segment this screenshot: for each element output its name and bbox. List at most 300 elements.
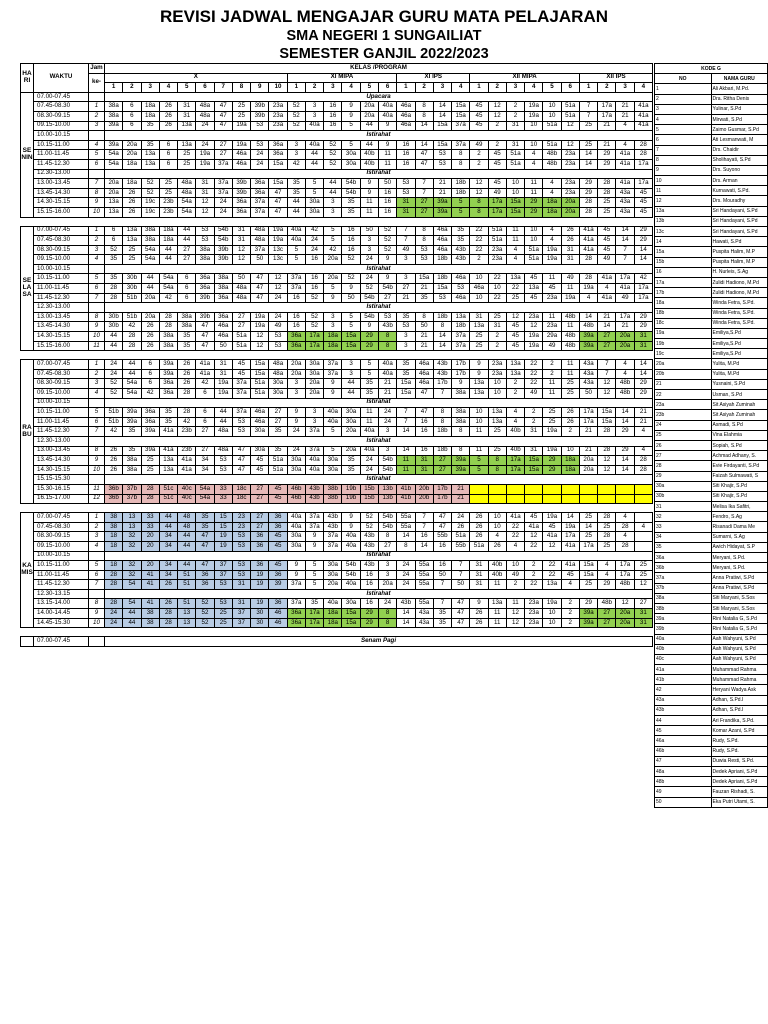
teacher-code: 40b bbox=[655, 644, 712, 654]
teacher-code-cell: 25 bbox=[598, 207, 616, 217]
teacher-code-cell: 35 bbox=[397, 360, 415, 370]
teacher-code-cell: 10 bbox=[561, 446, 579, 456]
period-cell: 10 bbox=[89, 465, 105, 475]
teacher-code-cell: 40a bbox=[287, 236, 305, 246]
teacher-code-cell: 30 bbox=[251, 618, 269, 628]
teacher-code-cell: 54b bbox=[378, 456, 396, 466]
teacher-row bbox=[655, 695, 768, 705]
teacher-code-cell: 22 bbox=[525, 360, 543, 370]
teacher-row bbox=[655, 369, 768, 379]
teacher-code-cell: 14 bbox=[634, 360, 652, 370]
time-cell: 08.30-09.15 bbox=[34, 532, 89, 542]
teacher-code-cell: 52 bbox=[360, 284, 378, 294]
day-label: RABU bbox=[21, 360, 34, 504]
teacher-name: Zulidi Hadiono, M.Pd bbox=[711, 277, 768, 287]
teacher-code-cell bbox=[543, 484, 561, 494]
teacher-code-cell: 28 bbox=[123, 341, 141, 351]
teacher-code-cell: 5 bbox=[324, 427, 342, 437]
teacher-code-cell: 28 bbox=[598, 513, 616, 523]
teacher-code-cell: 2 bbox=[561, 618, 579, 628]
teacher-code-cell: 9 bbox=[324, 379, 342, 389]
teacher-code-cell: 24 bbox=[287, 446, 305, 456]
time-cell: 07.45-08.30 bbox=[34, 102, 89, 112]
time-cell: 10.15-11.00 bbox=[34, 140, 89, 150]
teacher-code-cell: 12 bbox=[598, 465, 616, 475]
teacher-code-cell: 41a bbox=[178, 456, 196, 466]
teacher-code-cell: 26 bbox=[105, 456, 123, 466]
period-cell: 8 bbox=[89, 446, 105, 456]
teacher-code-cell: 30b bbox=[105, 322, 123, 332]
teacher-code: 39b bbox=[655, 624, 712, 634]
teacher-code-cell: 41a bbox=[579, 236, 597, 246]
teacher-code-cell: 31 bbox=[214, 369, 232, 379]
teacher-code-cell: 22 bbox=[488, 293, 506, 303]
teacher-code-cell: 18 bbox=[105, 541, 123, 551]
teacher-row bbox=[655, 84, 768, 94]
period-cell bbox=[89, 131, 105, 141]
teacher-name: Winda Fetra, S.Pd. bbox=[711, 318, 768, 328]
class-number-header: 5 bbox=[543, 83, 561, 93]
teacher-code-cell: 48a bbox=[232, 284, 250, 294]
teacher-code-cell: 40b bbox=[506, 427, 524, 437]
class-number-header: 6 bbox=[196, 83, 214, 93]
teacher-code-cell: 52 bbox=[378, 226, 396, 236]
teacher-code-cell: 41a bbox=[159, 427, 177, 437]
teacher-code-cell: 35 bbox=[178, 341, 196, 351]
teacher-code-cell: 25 bbox=[506, 293, 524, 303]
teacher-code-cell: 31 bbox=[506, 121, 524, 131]
teacher-code-cell: 17a bbox=[579, 408, 597, 418]
teacher-code: 17a bbox=[655, 277, 712, 287]
teacher-code-cell: 41 bbox=[141, 570, 159, 580]
break-row bbox=[21, 92, 653, 102]
teacher-code-cell: 53 bbox=[269, 332, 287, 342]
lesson-row bbox=[21, 522, 653, 532]
time-cell: 07.45-08.30 bbox=[34, 369, 89, 379]
teacher-code-cell: 23a bbox=[269, 121, 287, 131]
teacher-code-cell: 51a bbox=[470, 541, 488, 551]
time-cell: 11.00-11.45 bbox=[34, 570, 89, 580]
teacher-code-cell: 41a bbox=[616, 179, 634, 189]
teacher-code: 23b bbox=[655, 410, 712, 420]
teacher-code-cell: 31 bbox=[634, 341, 652, 351]
teacher-code-cell: 11 bbox=[543, 274, 561, 284]
teacher-code-cell: 15a bbox=[598, 417, 616, 427]
teacher-code-cell: 20a bbox=[579, 456, 597, 466]
teacher-code-cell: 4 bbox=[598, 570, 616, 580]
teacher-row bbox=[655, 777, 768, 787]
teacher-code-cell: 27 bbox=[269, 417, 287, 427]
teacher-code-cell: 50 bbox=[452, 580, 470, 590]
period-cell: 4 bbox=[89, 541, 105, 551]
teacher-code-cell: 2 bbox=[470, 159, 488, 169]
teacher-code-cell: 7 bbox=[397, 236, 415, 246]
teacher-code-cell: 3 bbox=[342, 360, 360, 370]
teacher-code-cell: 51a bbox=[561, 102, 579, 112]
class-number-header: 2 bbox=[598, 83, 616, 93]
teacher-code-cell: 11 bbox=[543, 379, 561, 389]
teacher-code-cell: 14 bbox=[634, 245, 652, 255]
period-cell: 7 bbox=[89, 427, 105, 437]
teacher-code-cell: 19 bbox=[251, 580, 269, 590]
teacher-row bbox=[655, 593, 768, 603]
teacher-code-cell: 41a bbox=[159, 446, 177, 456]
teacher-code-cell bbox=[598, 484, 616, 494]
teacher-code-cell: 12 bbox=[488, 111, 506, 121]
teacher-code-cell: 44 bbox=[105, 332, 123, 342]
lesson-row bbox=[21, 198, 653, 208]
teacher-code-cell: 11 bbox=[506, 236, 524, 246]
teacher-code-cell: 35 bbox=[196, 522, 214, 532]
teacher-code-cell: 41a bbox=[196, 369, 214, 379]
teacher-code-cell: 37 bbox=[214, 561, 232, 571]
teacher-code-cell: 41b bbox=[397, 494, 415, 504]
teacher-code-cell: 8 bbox=[488, 465, 506, 475]
teacher-code-cell: 54a bbox=[141, 255, 159, 265]
teacher-code-cell bbox=[470, 494, 488, 504]
teacher-code-cell: 42 bbox=[324, 245, 342, 255]
teacher-code: 16 bbox=[655, 267, 712, 277]
teacher-code-cell: 53 bbox=[251, 121, 269, 131]
teacher-row bbox=[655, 430, 768, 440]
teacher-code-cell: 47 bbox=[452, 618, 470, 628]
teacher-code-cell: 55a bbox=[415, 570, 433, 580]
break-label: Senam Pagi bbox=[105, 637, 653, 647]
teacher-code-cell: 3 bbox=[378, 570, 396, 580]
teacher-code-cell: 41a bbox=[579, 245, 597, 255]
day-separator bbox=[21, 628, 653, 637]
teacher-code-cell: 2 bbox=[470, 150, 488, 160]
teacher-code: 29 bbox=[655, 471, 712, 481]
period-cell: 10 bbox=[89, 332, 105, 342]
teacher-code-cell: 8 bbox=[378, 341, 396, 351]
teacher-row bbox=[655, 705, 768, 715]
teacher-code-cell: 29 bbox=[634, 236, 652, 246]
teacher-code-cell: 44 bbox=[123, 609, 141, 619]
teacher-code-cell: 28 bbox=[598, 179, 616, 189]
teacher-code-cell: 11 bbox=[378, 159, 396, 169]
teacher-code-cell: 45 bbox=[488, 150, 506, 160]
teacher-code-cell: 6 bbox=[178, 274, 196, 284]
teacher-code-cell: 19 bbox=[214, 532, 232, 542]
teacher-code-cell: 5 bbox=[342, 322, 360, 332]
time-cell: 09.15-10.00 bbox=[34, 255, 89, 265]
teacher-code-cell: 4 bbox=[616, 369, 634, 379]
teacher-code-cell: 31 bbox=[634, 332, 652, 342]
period-cell: 5 bbox=[89, 274, 105, 284]
teacher-name: Melisa Ika Safitri, bbox=[711, 502, 768, 512]
teacher-code-cell: 10 bbox=[525, 226, 543, 236]
teacher-code-cell: 26 bbox=[470, 609, 488, 619]
teacher-code-cell: 20a bbox=[141, 293, 159, 303]
teacher-code-cell: 25 bbox=[159, 188, 177, 198]
lesson-row bbox=[21, 513, 653, 523]
teacher-code-cell: 44 bbox=[324, 188, 342, 198]
teacher-code-cell: 37b bbox=[123, 484, 141, 494]
teacher-code-cell: 43b bbox=[324, 513, 342, 523]
teacher-code-cell: 54b bbox=[378, 513, 396, 523]
teacher-code-cell: 16 bbox=[415, 417, 433, 427]
teacher-code-cell: 51a bbox=[269, 456, 287, 466]
teacher-code-cell: 43b bbox=[360, 532, 378, 542]
teacher-code-cell: 44 bbox=[178, 541, 196, 551]
teacher-code-cell: 35 bbox=[196, 513, 214, 523]
teacher-code-cell: 19a bbox=[269, 236, 287, 246]
teacher-name: Aah Wahyuni, S.Pd bbox=[711, 644, 768, 654]
teacher-code-cell: 22 bbox=[543, 570, 561, 580]
teacher-name: Yulita, M.Pd bbox=[711, 359, 768, 369]
teacher-code-cell: 49 bbox=[506, 570, 524, 580]
teacher-code-cell: 3 bbox=[287, 379, 305, 389]
teacher-code-cell: 26 bbox=[561, 417, 579, 427]
teacher-code-cell: 11 bbox=[525, 188, 543, 198]
teacher-code-cell: 36a bbox=[159, 379, 177, 389]
teacher-code-cell: 47 bbox=[269, 207, 287, 217]
teacher-code-cell: 25 bbox=[470, 332, 488, 342]
teacher-code-cell: 50 bbox=[433, 570, 451, 580]
day-separator bbox=[21, 351, 653, 360]
teacher-code: 23a bbox=[655, 400, 712, 410]
teacher-code-cell: 24 bbox=[360, 255, 378, 265]
teacher-code-cell: 54b bbox=[378, 284, 396, 294]
teacher-code-cell: 22 bbox=[525, 369, 543, 379]
teacher-code-cell: 55b bbox=[433, 532, 451, 542]
teacher-code-cell: 3 bbox=[360, 236, 378, 246]
teacher-row bbox=[655, 583, 768, 593]
class-number-header: 4 bbox=[634, 83, 652, 93]
teacher-code-cell: 51a bbox=[543, 140, 561, 150]
teacher-code: 15a bbox=[655, 247, 712, 257]
teacher-row bbox=[655, 339, 768, 349]
teacher-name: Meryani, S.Pd. bbox=[711, 553, 768, 563]
teacher-code-cell: 24 bbox=[397, 580, 415, 590]
teacher-code-cell: 20a bbox=[342, 446, 360, 456]
teacher-code-cell: 37a bbox=[287, 580, 305, 590]
teacher-code-cell: 13a bbox=[470, 322, 488, 332]
teacher-code-cell: 19a bbox=[251, 312, 269, 322]
teacher-code-cell: 45 bbox=[598, 245, 616, 255]
teacher-code-cell: 41a bbox=[616, 284, 634, 294]
teacher-code-cell: 47 bbox=[433, 522, 451, 532]
teacher-code-cell: 25 bbox=[598, 541, 616, 551]
teacher-code-cell: 26 bbox=[159, 580, 177, 590]
teacher-code-cell: 21 bbox=[452, 484, 470, 494]
teacher-row bbox=[655, 603, 768, 613]
teacher-code-cell: 11 bbox=[470, 446, 488, 456]
teacher-row bbox=[655, 746, 768, 756]
lesson-row bbox=[21, 226, 653, 236]
teacher-code-cell: 13a bbox=[105, 198, 123, 208]
teacher-code-cell: 5 bbox=[305, 188, 323, 198]
teacher-code-cell bbox=[470, 484, 488, 494]
teacher-code-cell: 37a bbox=[214, 159, 232, 169]
teacher-code-cell: 15a bbox=[397, 389, 415, 399]
teacher-code-cell: 48a bbox=[269, 360, 287, 370]
teacher-code-cell: 44 bbox=[324, 179, 342, 189]
break-label: Istirahat bbox=[105, 475, 653, 485]
teacher-code-cell: 35 bbox=[105, 255, 123, 265]
teacher-code-cell: 31 bbox=[634, 618, 652, 628]
teacher-code-cell: 19a bbox=[525, 332, 543, 342]
teacher-code-cell: 12 bbox=[196, 198, 214, 208]
teacher-code-cell: 3 bbox=[324, 312, 342, 322]
teacher-name: Dedek Apriani, S.Pd bbox=[711, 766, 768, 776]
teacher-row bbox=[655, 135, 768, 145]
teacher-code-cell: 36a bbox=[287, 341, 305, 351]
teacher-code-cell: 2 bbox=[561, 427, 579, 437]
teacher-code-cell: 12 bbox=[232, 255, 250, 265]
teacher-code-cell: 49 bbox=[561, 274, 579, 284]
teacher-name: Zulidi Hadiono, M.Pd bbox=[711, 288, 768, 298]
teacher-code-cell: 19a bbox=[543, 255, 561, 265]
teacher-code-cell: 12 bbox=[251, 332, 269, 342]
teacher-row bbox=[655, 461, 768, 471]
teacher-code-cell: 40a bbox=[305, 456, 323, 466]
teacher-code-cell: 16 bbox=[287, 312, 305, 322]
teacher-code-cell: 31 bbox=[525, 446, 543, 456]
teacher-code-cell: 47 bbox=[452, 609, 470, 619]
teacher-code-cell: 44 bbox=[360, 121, 378, 131]
teacher-code-cell: 46a bbox=[214, 322, 232, 332]
schedule-header-row-2 bbox=[21, 73, 653, 83]
teacher-code-cell: 31 bbox=[232, 599, 250, 609]
teacher-code-cell: 2 bbox=[506, 389, 524, 399]
teacher-code-cell: 23a bbox=[488, 360, 506, 370]
teacher-code-cell: 18 bbox=[105, 532, 123, 542]
teacher-code-cell: 39a bbox=[452, 465, 470, 475]
teacher-code-cell: 11 bbox=[525, 179, 543, 189]
teacher-code-cell bbox=[616, 484, 634, 494]
teacher-code-cell bbox=[634, 541, 652, 551]
teacher-code: 38b bbox=[655, 603, 712, 613]
teacher-code-cell: 41a bbox=[634, 121, 652, 131]
teacher-code-cell: 4 bbox=[506, 541, 524, 551]
teacher-code-cell: 10 bbox=[525, 236, 543, 246]
teacher-code-cell: 2 bbox=[506, 379, 524, 389]
teacher-code-cell: 46b bbox=[287, 484, 305, 494]
class-number-header: 4 bbox=[159, 83, 177, 93]
period-cell: 6 bbox=[89, 284, 105, 294]
teacher-code-cell: 4 bbox=[488, 532, 506, 542]
teacher-code-cell: 52 bbox=[342, 255, 360, 265]
class-number-header: 4 bbox=[525, 83, 543, 93]
teacher-code-cell: 19 bbox=[251, 599, 269, 609]
teacher-code-cell: 12 bbox=[634, 580, 652, 590]
teacher-code-cell: 18a bbox=[561, 465, 579, 475]
teacher-code-cell: 17a bbox=[579, 417, 597, 427]
teacher-code-cell: 35 bbox=[433, 609, 451, 619]
teacher-code-cell: 13a bbox=[488, 408, 506, 418]
teacher-code: 43b bbox=[655, 705, 712, 715]
teacher-code-cell: 10 bbox=[488, 389, 506, 399]
period-cell bbox=[89, 436, 105, 446]
teacher-code-cell: 54a bbox=[196, 494, 214, 504]
teacher-code-cell: 55a bbox=[415, 561, 433, 571]
teacher-code-cell: 16 bbox=[324, 111, 342, 121]
teacher-code-cell: 26 bbox=[178, 379, 196, 389]
teacher-code-cell: 23a bbox=[269, 111, 287, 121]
time-cell: 11.45-12.30 bbox=[34, 427, 89, 437]
teacher-code-cell: 3 bbox=[360, 245, 378, 255]
teacher-code-cell: 4 bbox=[543, 226, 561, 236]
teacher-code-cell: 19a bbox=[525, 102, 543, 112]
teacher-code-cell: 20a bbox=[561, 198, 579, 208]
teacher-code-cell: 16 bbox=[324, 102, 342, 112]
teacher-code-cell: 54b bbox=[214, 226, 232, 236]
teacher-code-cell: 40a bbox=[378, 102, 396, 112]
teacher-code-cell: 17a bbox=[305, 341, 323, 351]
teacher-code-cell: 31 bbox=[415, 465, 433, 475]
teacher-code-cell: 53 bbox=[196, 236, 214, 246]
teacher-code-cell: 21 bbox=[598, 140, 616, 150]
teacher-code-cell: 6 bbox=[196, 389, 214, 399]
teacher-code-cell: 40c bbox=[178, 484, 196, 494]
header-titles bbox=[0, 6, 768, 63]
teacher-code-cell: 30a bbox=[305, 369, 323, 379]
teacher-code: 31 bbox=[655, 502, 712, 512]
teacher-row bbox=[655, 644, 768, 654]
teacher-code-cell: 14 bbox=[616, 408, 634, 418]
teacher-code-cell: 13b bbox=[378, 484, 396, 494]
time-cell: 14.30-15.15 bbox=[34, 332, 89, 342]
teacher-code-cell: 38 bbox=[105, 522, 123, 532]
teacher-code-cell: 18a bbox=[324, 609, 342, 619]
teacher-code-cell: 30a bbox=[342, 408, 360, 418]
teacher-code-cell: 27 bbox=[196, 427, 214, 437]
teacher-code-cell bbox=[506, 484, 524, 494]
teacher-header-row bbox=[655, 74, 768, 84]
teacher-code-cell: 15a bbox=[415, 274, 433, 284]
teacher-code-cell: 4 bbox=[616, 360, 634, 370]
teacher-code-cell: 43a bbox=[616, 188, 634, 198]
teacher-code-cell: 54a bbox=[105, 159, 123, 169]
period-cell bbox=[89, 475, 105, 485]
teacher-code: 30a bbox=[655, 481, 712, 491]
hari-header: HARI bbox=[21, 64, 34, 93]
teacher-code-cell: 4 bbox=[506, 408, 524, 418]
teacher-code-cell: 14 bbox=[397, 609, 415, 619]
teacher-code-cell: 25 bbox=[214, 618, 232, 628]
teacher-code-cell: 45 bbox=[525, 293, 543, 303]
teacher-code-cell: 53 bbox=[378, 312, 396, 322]
teacher-code-cell: 24 bbox=[269, 312, 287, 322]
teacher-name: Siti Maryani, S.Sos bbox=[711, 593, 768, 603]
teacher-name: Usman, S.Pd bbox=[711, 390, 768, 400]
teacher-code-cell: 45 bbox=[470, 121, 488, 131]
teacher-code-cell: 4 bbox=[525, 150, 543, 160]
teacher-code-cell: 37a bbox=[324, 360, 342, 370]
teacher-code-cell: 28 bbox=[159, 609, 177, 619]
teacher-code-cell: 11 bbox=[397, 456, 415, 466]
teacher-code: 41b bbox=[655, 675, 712, 685]
teacher-code-cell: 48b bbox=[616, 379, 634, 389]
teacher-code-cell: 26 bbox=[452, 522, 470, 532]
teacher-code-cell: 52 bbox=[360, 522, 378, 532]
teacher-code-cell: 13 bbox=[178, 609, 196, 619]
teacher-code-cell: 45 bbox=[488, 179, 506, 189]
teacher-code-cell: 46 bbox=[269, 618, 287, 628]
teacher-code-cell: 2 bbox=[488, 140, 506, 150]
teacher-code-cell: 16 bbox=[342, 245, 360, 255]
teacher-code-cell: 39b bbox=[214, 245, 232, 255]
teacher-code-cell: 25 bbox=[634, 561, 652, 571]
teacher-code-cell: 9 bbox=[305, 541, 323, 551]
teacher-code-cell: 35 bbox=[269, 446, 287, 456]
teacher-row bbox=[655, 247, 768, 257]
teacher-code-cell: 10 bbox=[470, 274, 488, 284]
teacher-code-cell: 16 bbox=[360, 580, 378, 590]
teacher-name: Sumarni, S.Ag bbox=[711, 532, 768, 542]
